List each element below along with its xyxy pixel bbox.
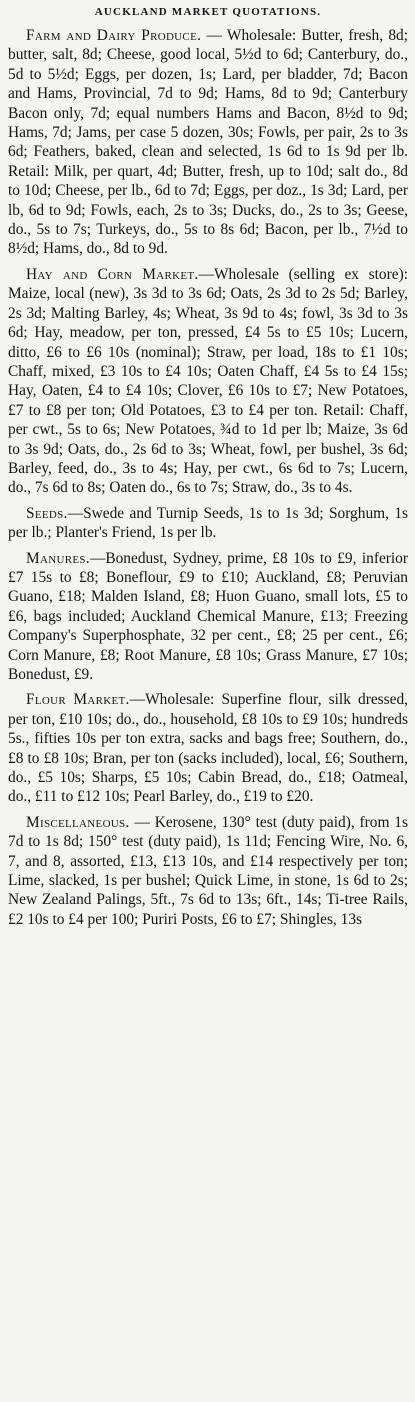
section-heading: Miscellaneous. (26, 813, 130, 831)
section-text: —Bonedust, Sydney, prime, £8 10s to £9, inferior £7 15s to £8; Boneflour, £9 to £10; Auckland, £8; Peruvian Guano, £18; Malden Island, £8; Huon Guano, small lots, £5 to £6, bags included; Auckland Chemical Manure, £13; Freezing Company's Superphosphate, 32 per cent., £8; 25 per cent., £6; Corn Manure, £8; Root Manure, £8 10s; Grass Manure, £7 10s; Bonedust, £9. (8, 549, 408, 683)
section-heading: Hay and Corn Market. (26, 265, 199, 283)
section-heading: Flour Market. (26, 691, 130, 709)
section-text: — Kerosene, 130° test (duty paid), from 1s 7d to 1s 8d; 150° test (duty paid), 1s 11d; Fencing Wire, No. 6, 7, and 8, assorted, £13, £13 10s, and £14 respectively per ton; Lime, slacked, 1s per bushel; Quick Lime, in stone, 1s 6d to 2s; New Zealand Palings, 5ft., 7s 6d to 13s; 6ft., 14s; Ti-tree Rails, £2 10s to £4 per 100; Puriri Posts, £6 to £7; Shingles, 13s (8, 813, 408, 928)
section-text: —Swede and Turnip Seeds, 1s to 1s 3d; Sorghum, 1s per lb.; Planter's Friend, 1s per lb. (8, 504, 408, 542)
section-miscellaneous (8, 813, 408, 929)
section-text: —Wholesale: Superfine flour, silk dressed, per ton, £10 10s; do., do., household, £8 10s to £9 10s; hundreds 5s., fifties 10s per ton extra, sacks and bags free; Southern, do., £8 to £8 10s; Bran, per ton (sacks included), local, £6; Southern, do., £5 10s; Sharps, £5 10s; Cabin Bread, do., £18; Oatmeal, do., £11 to £12 10s; Pearl Barley, do., £19 to £20. (8, 691, 409, 806)
page-title: AUCKLAND MARKET QUOTATIONS. (94, 6, 322, 18)
section-hay-corn (8, 265, 408, 498)
section-text: — Wholesale: Butter, fresh, 8d; butter, salt, 8d; Cheese, good local, 5½d to 6d; Canterbury, do., 5d to 5½d; Eggs, per dozen, 1s; Lard, per bladder, 7d; Bacon and Hams, Provincial, 7d to 9d; Hams, 8d to 9d; Canterbury Bacon only, 7d; equal numbers Hams and Bacon, 8½d to 9d; Hams, 7d; Jams, per case 5 dozen, 30s; Fowls, per pair, 2s to 3s 6d; Feathers, baked, clean and selected, 1s 6d to 1s 9d per lb. Retail: Milk, per quart, 4d; Butter, fresh, up to 10d; salt do., 8d to 10d; Cheese, per lb., 6d to 7d; Eggs, per doz., 1s 3d; Lard, per lb, 6d to 9d; Fowls, each, 2s to 3s; Ducks, do., 2s to 3s; Geese, do., 5s to 7s; Turkeys, do., 5s to 8s 6d; Bacon, per lb., 7½d to 8½d; Hams, do., 8d to 9d. (8, 27, 408, 258)
section-seeds (8, 504, 408, 543)
section-flour-market (8, 690, 408, 806)
section-heading: Farm and Dairy Produce. (26, 27, 202, 44)
section-text: —Wholesale (selling ex store): Maize, local (new), 3s 3d to 3s 6d; Oats, 2s 3d to 2s 5d; Barley, 2s 3d; Malting Barley, 4s; Wheat, 3s 9d to 4s; fowl, 3s 3d to 3s 6d; Hay, meadow, per ton, pressed, £4 5s to £5 10s; Lucern, ditto, £6 to £6 10s (nominal); Straw, per load, 18s to £1 10s; Chaff, mixed, £3 10s to £4 10s; Oaten Chaff, £4 5s to £4 15s; Hay, Oaten, £4 to £4 10s; Clover, £6 10s to £7; New Potatoes, £7 to £8 per ton; Old Potatoes, £3 to £4 per ton. Retail: Chaff, per cwt., 5s to 6s; New Potatoes, ¾d to 1d per lb; Maize, 3s 6d to 3s 9d; Oats, do., 2s 6d to 3s; Wheat, fowl, per bushel, 3s 6d; Barley, feed, do., 3s to 4s; Hay, per cwt., 6s 6d to 7s; Lucern, do., 7s 6d to 8s; Oaten do., 6s to 7s; Straw, do., 3s to 4s. (8, 265, 408, 497)
section-manures (8, 549, 408, 685)
section-farm-dairy (8, 26, 408, 259)
section-heading: Seeds. (26, 504, 68, 522)
section-heading: Manures. (26, 549, 90, 567)
